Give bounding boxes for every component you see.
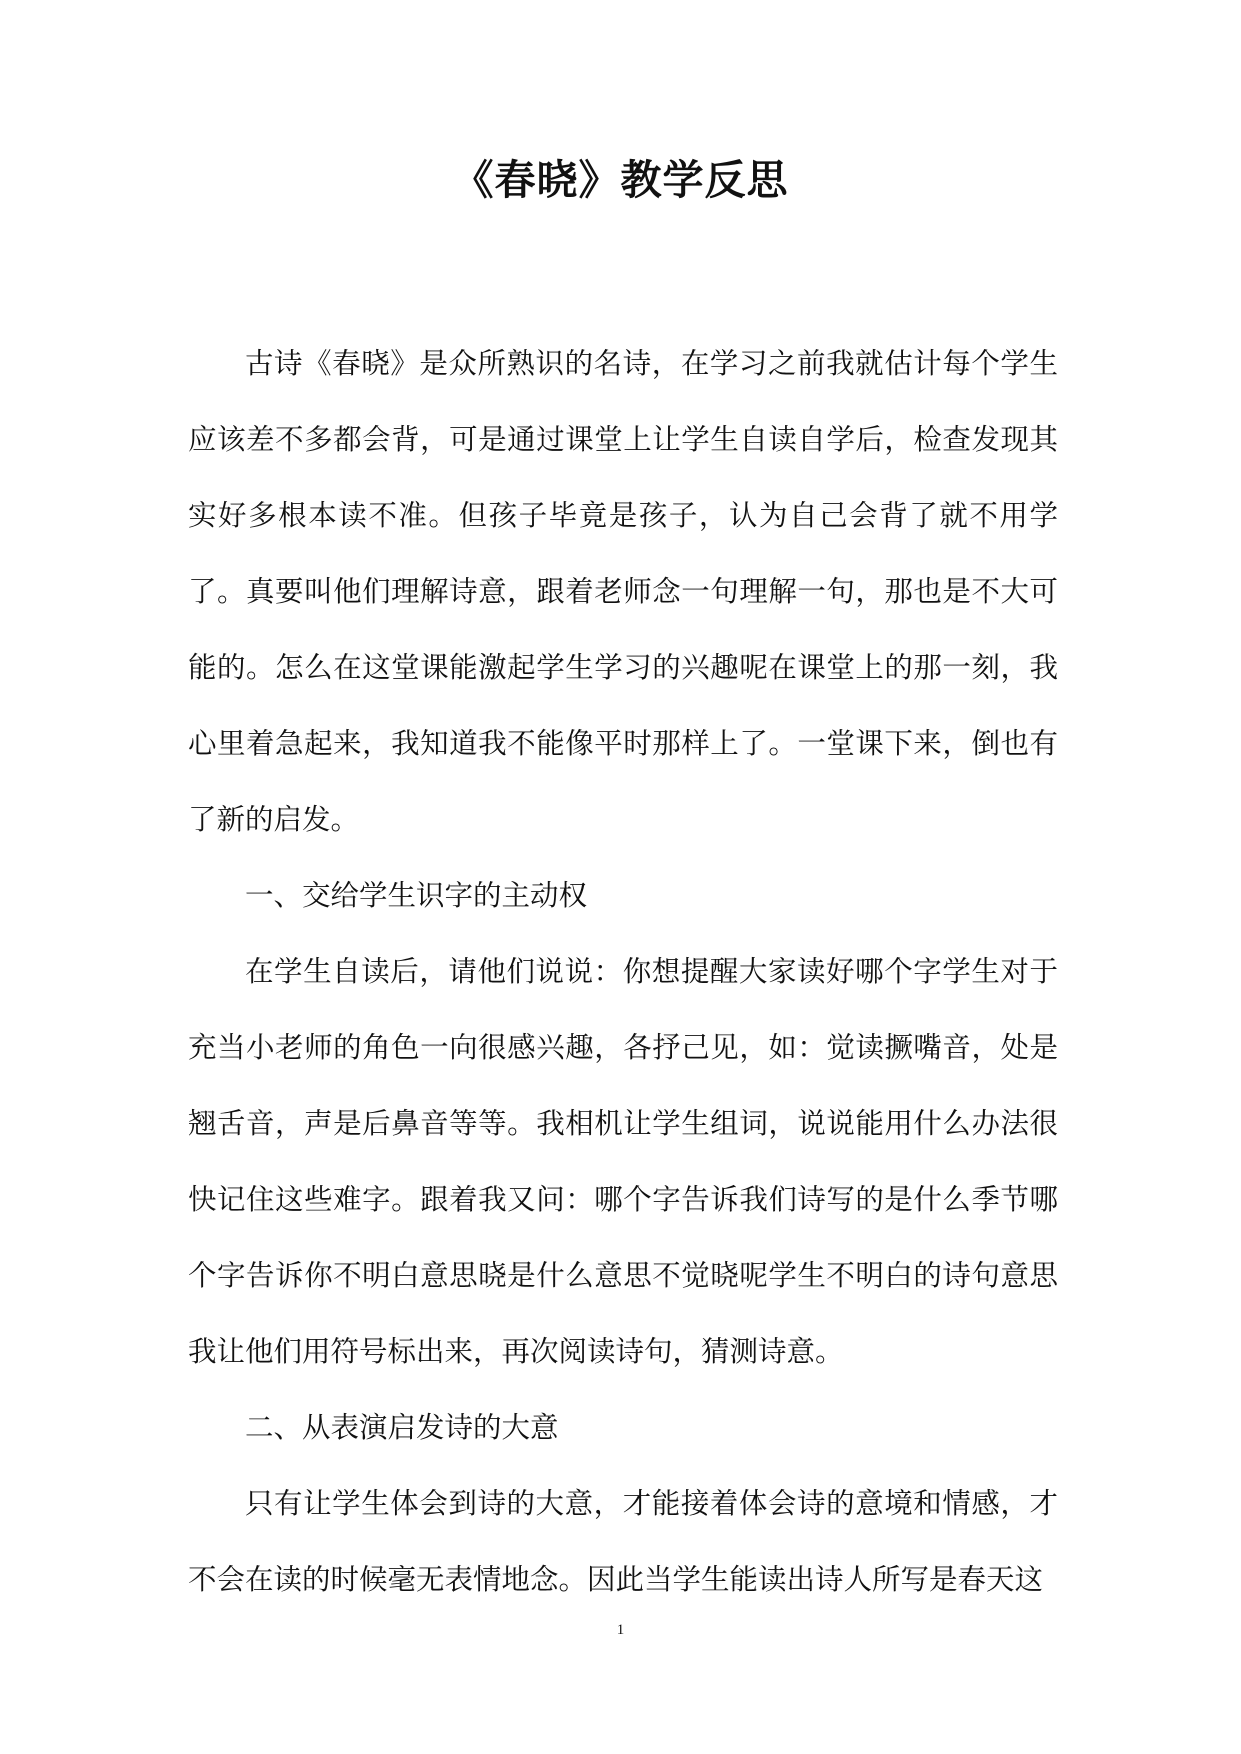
paragraph-section-2: 只有让学生体会到诗的大意，才能接着体会诗的意境和情感，才不会在读的时候毫无表情地念。因此当学生能读出诗人所写是春天这 bbox=[188, 1487, 1058, 1596]
section-heading-2: 二、从表演启发诗的大意 bbox=[245, 1411, 559, 1444]
page-number: 1 bbox=[616, 1622, 625, 1638]
section-heading-1: 一、交给学生识字的主动权 bbox=[245, 879, 588, 912]
document-title: 《春晓》教学反思 bbox=[452, 156, 789, 204]
paragraph-intro: 古诗《春晓》是众所熟识的名诗，在学习之前我就估计每个学生应该差不多都会背，可是通过课堂上让学生自读自学后，检查发现其实好多根本读不准。但孩子毕竟是孩子，认为自己会背了就不用学了。真要叫他们理解诗意，跟着老师念一句理解一句，那也是不大可能的。怎么在这堂课能激起学生学习的兴趣呢在课堂上的那一刻，我心里着急起来，我知道我不能像平时那样上了。一堂课下来，倒也有了新的启发。 bbox=[188, 347, 1058, 836]
paragraph-section-1: 在学生自读后，请他们说说：你想提醒大家读好哪个字学生对于充当小老师的角色一向很感兴趣，各抒己见，如：觉读撅嘴音，处是翘舌音，声是后鼻音等等。我相机让学生组词，说说能用什么办法很快记住这些难字。跟着我又问：哪个字告诉我们诗写的是什么季节哪个字告诉你不明白意思晓是什么意思不觉晓呢学生不明白的诗句意思我让他们用符号标出来，再次阅读诗句，猜测诗意。 bbox=[188, 955, 1058, 1368]
document-body bbox=[188, 326, 1058, 1618]
